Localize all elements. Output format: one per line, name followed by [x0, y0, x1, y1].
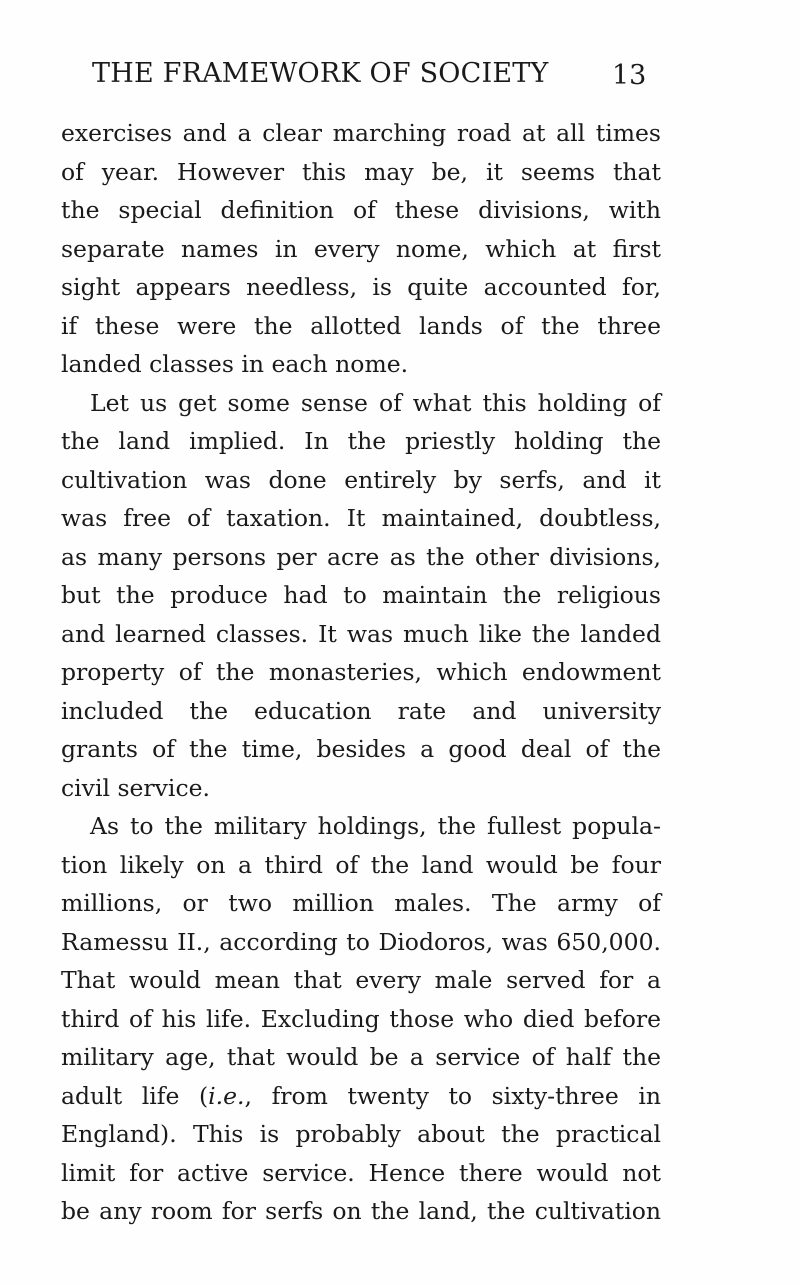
- paragraph-start-line: As to the military holdings, the fullest popula-: [90, 812, 661, 840]
- text-segment: adult life (: [61, 1081, 209, 1110]
- text-line: exercises and a clear marching road at all times: [61, 119, 661, 147]
- text-line: was free of taxation. It maintained, doubtless,: [61, 504, 661, 532]
- running-head-title: THE FRAMEWORK OF SOCIETY: [92, 58, 549, 89]
- text-line: millions, or two million males. The army of: [61, 889, 661, 917]
- text-line: but the produce had to maintain the religious: [61, 581, 661, 609]
- text-line: be any room for serfs on the land, the cultivation: [61, 1197, 661, 1225]
- text-line: cultivation was done entirely by serfs, and it: [61, 465, 661, 494]
- text-line: of year. However this may be, it seems that: [61, 157, 661, 186]
- text-segment: , from twenty to sixty-three in: [244, 1081, 661, 1110]
- italic-abbreviation: i.e.: [208, 1081, 245, 1110]
- text-line: Ramessu II., according to Diodoros, was 650,000.: [61, 927, 661, 956]
- paragraph-end-line: civil service.: [61, 773, 210, 802]
- text-line: separate names in every nome, which at first: [61, 234, 661, 263]
- text-line: the special definition of these divisions, with: [61, 196, 661, 224]
- text-line: That would mean that every male served for a: [61, 966, 661, 994]
- text-line: as many persons per acre as the other divisions,: [61, 542, 661, 571]
- text-line: sight appears needless, is quite accounted for,: [61, 273, 661, 301]
- text-line: the land implied. In the priestly holding the: [61, 427, 661, 455]
- text-line: tion likely on a third of the land would be four: [61, 850, 661, 879]
- text-line: military age, that would be a service of half the: [61, 1043, 661, 1071]
- text-line: third of his life. Excluding those who died before: [61, 1004, 661, 1033]
- text-line-with-italic: [61, 1077, 661, 1116]
- text-line: and learned classes. It was much like the landed: [61, 619, 661, 648]
- text-line: if these were the allotted lands of the three: [61, 311, 661, 340]
- paragraph-start-line: Let us get some sense of what this holding of: [90, 388, 661, 417]
- text-line: property of the monasteries, which endowment: [61, 658, 661, 686]
- text-line: grants of the time, besides a good deal of the: [61, 735, 661, 763]
- page-number: 13: [612, 60, 647, 91]
- text-line: limit for active service. Hence there would not: [61, 1158, 661, 1187]
- body-text: [61, 114, 661, 1231]
- text-line: England). This is probably about the practical: [61, 1120, 661, 1148]
- text-line: included the education rate and university: [61, 696, 661, 725]
- paragraph-end-line: landed classes in each nome.: [61, 350, 409, 378]
